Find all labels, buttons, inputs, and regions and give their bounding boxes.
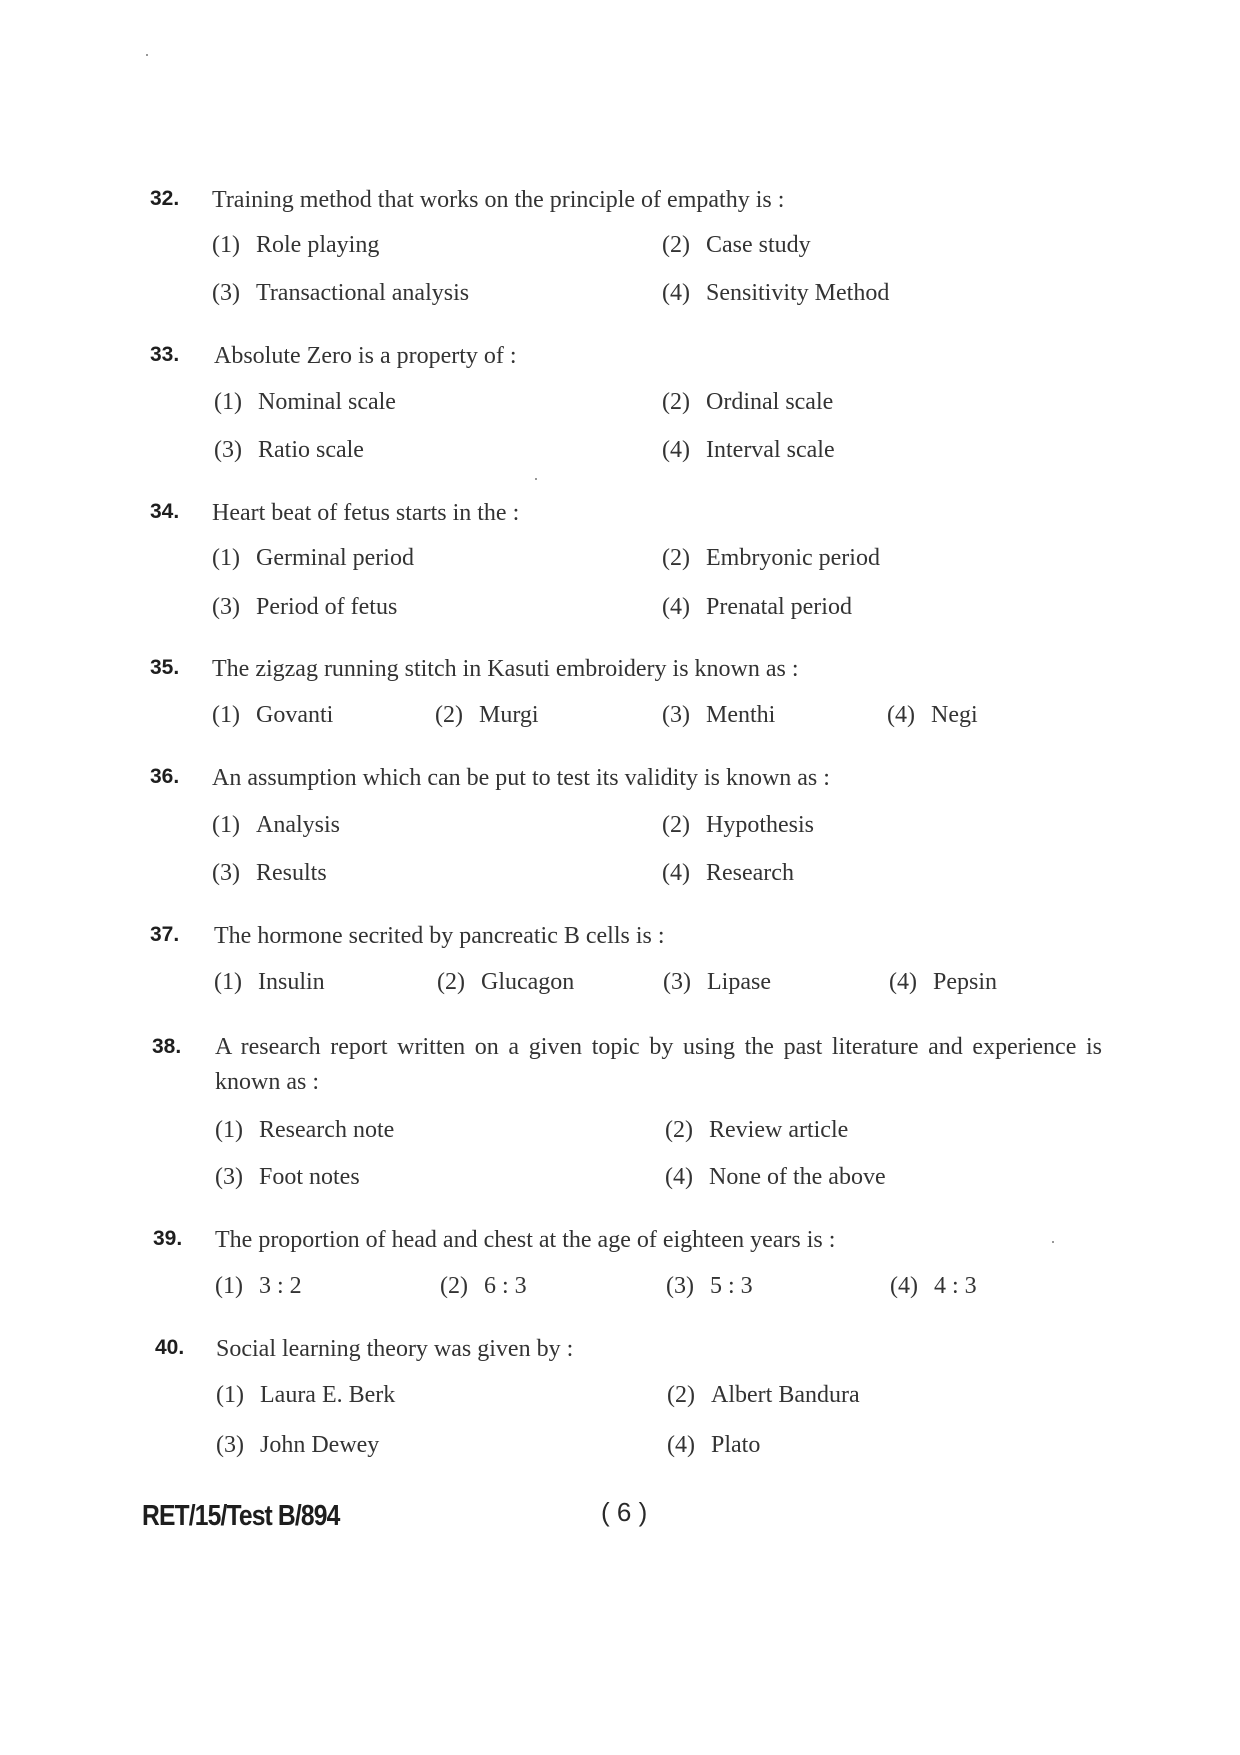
option-text: Results <box>256 860 327 886</box>
option-text: Lipase <box>707 969 771 995</box>
option <box>212 594 397 621</box>
option <box>663 969 771 996</box>
option-number: (3) <box>666 1273 694 1299</box>
option <box>662 860 794 887</box>
option <box>215 1117 394 1144</box>
option <box>212 812 340 839</box>
option <box>662 545 880 572</box>
option-number: (1) <box>216 1382 244 1408</box>
option-number: (2) <box>665 1117 693 1143</box>
option-text: Role playing <box>256 232 380 258</box>
option <box>662 389 833 416</box>
option-number: (4) <box>662 280 690 306</box>
option-number: (4) <box>662 860 690 886</box>
option-text: 3 : 2 <box>259 1273 302 1299</box>
option <box>662 232 811 259</box>
option <box>215 1164 360 1191</box>
option-number: (1) <box>212 545 240 571</box>
option <box>665 1117 848 1144</box>
option-text: Research note <box>259 1117 395 1143</box>
option-text: Govanti <box>256 702 334 728</box>
question-text: Social learning theory was given by : <box>216 1336 574 1362</box>
option-number: (3) <box>215 1164 243 1190</box>
option-number: (2) <box>435 702 463 728</box>
option-text: Menthi <box>706 702 776 728</box>
scan-speck <box>535 478 537 480</box>
option-number: (1) <box>212 702 240 728</box>
option-text: Plato <box>711 1432 761 1458</box>
option-number: (4) <box>662 437 690 463</box>
option-text: Review article <box>709 1117 849 1143</box>
option <box>662 594 852 621</box>
option-text: Germinal period <box>256 545 414 571</box>
question-number: 37. <box>150 923 180 946</box>
page-number: ( 6 ) <box>601 1497 648 1527</box>
option <box>666 1273 753 1300</box>
option-text: John Dewey <box>260 1432 380 1458</box>
question-number: 32. <box>150 187 180 210</box>
option-text: Negi <box>931 702 978 728</box>
option-text: Insulin <box>258 969 325 995</box>
option <box>662 437 835 464</box>
option-number: (4) <box>665 1164 693 1190</box>
option-text: Sensitivity Method <box>706 280 890 306</box>
option-text: Glucagon <box>481 969 575 995</box>
option <box>214 969 325 996</box>
option-text: Prenatal period <box>706 594 852 620</box>
option-number: (4) <box>887 702 915 728</box>
option-number: (4) <box>890 1273 918 1299</box>
option <box>214 437 364 464</box>
option-number: (1) <box>214 969 242 995</box>
option-number: (4) <box>889 969 917 995</box>
question-text: The hormone secrited by pancreatic B cells is : <box>214 923 665 949</box>
option-number: (2) <box>667 1382 695 1408</box>
question-text: The proportion of head and chest at the age of eighteen years is : <box>215 1227 836 1253</box>
question-text: Absolute Zero is a property of : <box>214 343 517 369</box>
option-number: (3) <box>663 969 691 995</box>
test-code: RET/15/Test B/894 <box>142 1500 340 1532</box>
option <box>889 969 997 996</box>
option-number: (1) <box>215 1117 243 1143</box>
option-number: (1) <box>212 232 240 258</box>
question-number: 36. <box>150 765 180 788</box>
option <box>212 280 469 307</box>
option-number: (3) <box>216 1432 244 1458</box>
option-number: (1) <box>212 812 240 838</box>
option <box>887 702 978 729</box>
question-number: 35. <box>150 656 180 679</box>
option <box>216 1382 395 1409</box>
option-text: Foot notes <box>259 1164 360 1190</box>
option-number: (4) <box>662 594 690 620</box>
option <box>435 702 539 729</box>
option-text: Murgi <box>479 702 539 728</box>
option <box>212 702 333 729</box>
option <box>665 1164 886 1191</box>
option-text: Period of fetus <box>256 594 398 620</box>
option-text: Analysis <box>256 812 340 838</box>
option-number: (3) <box>212 594 240 620</box>
option-text: Interval scale <box>706 437 835 463</box>
option-number: (2) <box>437 969 465 995</box>
question-text: Heart beat of fetus starts in the : <box>212 500 520 526</box>
option <box>662 280 889 307</box>
question-number: 33. <box>150 343 180 366</box>
question-text: Training method that works on the principle of empathy is : <box>212 187 785 213</box>
option <box>212 545 414 572</box>
option-text: Ratio scale <box>258 437 364 463</box>
question-text: An assumption which can be put to test its validity is known as : <box>212 765 830 791</box>
option-text: Hypothesis <box>706 812 814 838</box>
question-text: A research report written on a given topic by using the past literature and experience is known as : <box>215 1034 1102 1095</box>
option-text: 5 : 3 <box>710 1273 753 1299</box>
question-number: 38. <box>152 1035 182 1058</box>
question-number: 39. <box>153 1227 183 1250</box>
option <box>667 1382 860 1409</box>
option <box>216 1432 379 1459</box>
option-number: (3) <box>662 702 690 728</box>
option-number: (1) <box>215 1273 243 1299</box>
option-number: (4) <box>667 1432 695 1458</box>
question-text: The zigzag running stitch in Kasuti embroidery is known as : <box>212 656 799 682</box>
option <box>440 1273 527 1300</box>
question-number: 34. <box>150 500 180 523</box>
option-text: Research <box>706 860 794 886</box>
option <box>662 812 814 839</box>
option-text: Embryonic period <box>706 545 880 571</box>
option <box>212 232 379 259</box>
question-number: 40. <box>155 1336 185 1359</box>
option-text: Transactional analysis <box>256 280 470 306</box>
scan-speck <box>146 54 148 56</box>
option-number: (2) <box>662 232 690 258</box>
option <box>215 1273 302 1300</box>
option <box>890 1273 977 1300</box>
option <box>437 969 574 996</box>
option-text: Albert Bandura <box>711 1382 860 1408</box>
option-number: (1) <box>214 389 242 415</box>
option <box>667 1432 760 1459</box>
option-number: (3) <box>214 437 242 463</box>
option-text: Laura E. Berk <box>260 1382 396 1408</box>
option <box>214 389 396 416</box>
option-number: (3) <box>212 860 240 886</box>
option-number: (3) <box>212 280 240 306</box>
option-text: Ordinal scale <box>706 389 834 415</box>
option-text: Case study <box>706 232 811 258</box>
option-text: None of the above <box>709 1164 886 1190</box>
option-text: Pepsin <box>933 969 998 995</box>
option-number: (2) <box>662 812 690 838</box>
scan-speck <box>1052 1241 1054 1243</box>
option-text: 6 : 3 <box>484 1273 527 1299</box>
option <box>212 860 327 887</box>
option-number: (2) <box>662 389 690 415</box>
option-number: (2) <box>662 545 690 571</box>
option-number: (2) <box>440 1273 468 1299</box>
option-text: Nominal scale <box>258 389 396 415</box>
option-text: 4 : 3 <box>934 1273 977 1299</box>
option <box>662 702 775 729</box>
